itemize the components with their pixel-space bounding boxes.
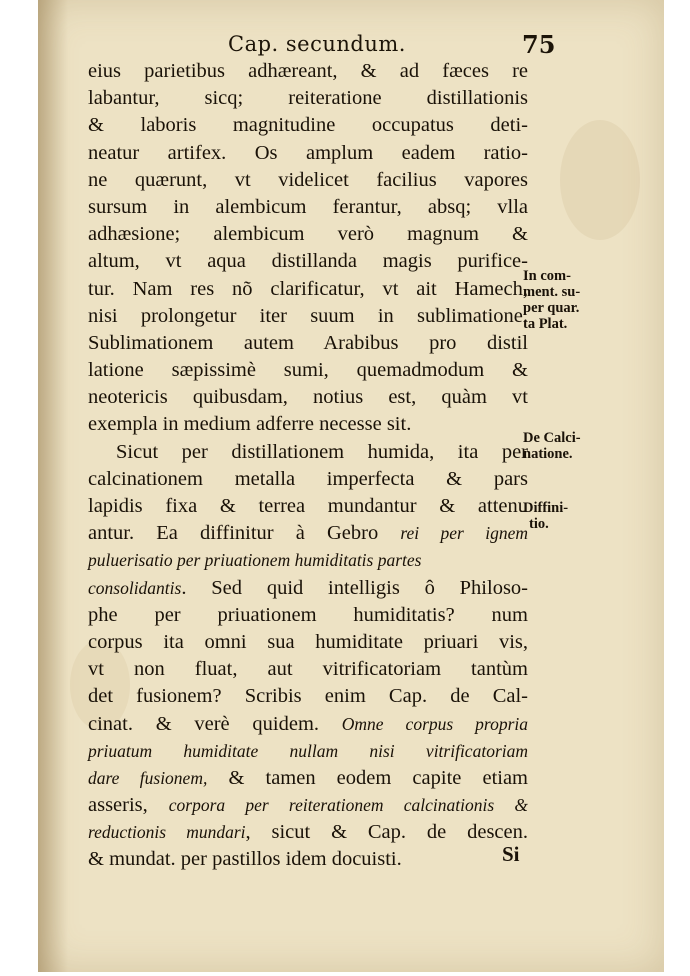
italic-quote: reductionis mundari — [88, 822, 246, 843]
text-line-mixed: consolidantis. Sed quid intelligis ô Philoso- — [88, 576, 528, 599]
text-line: adhæsione; alembicum verò magnum & — [88, 223, 528, 246]
text-line: Sublimationem autem Arabibus pro distil — [88, 331, 528, 354]
text-segment: cinat. & verè quidem. — [88, 712, 320, 735]
italic-definition: puluerisatio per priuationem humiditatis partes — [88, 550, 422, 571]
marginal-note-line: per quar. — [523, 300, 580, 316]
marginal-note-line: tio. — [529, 516, 549, 532]
text-line: & mundat. per pastillos idem docuisti. — [88, 848, 402, 871]
text-line: ne quærunt, vt videlicet facilius vapores — [88, 168, 528, 191]
text-line: phe per priuationem humiditatis? num — [88, 603, 528, 626]
text-segment: antur. Ea diffinitur à Gebro — [88, 522, 379, 545]
text-line-mixed — [88, 792, 528, 819]
text-line: neotericis quibusdam, notius est, quàm vt — [88, 386, 528, 409]
marginal-note — [523, 268, 580, 332]
text-segment: , sicut & Cap. de descen. — [245, 821, 528, 844]
text-line: calcinationem metalla imperfecta & pars — [88, 467, 528, 490]
main-text-block — [88, 58, 528, 874]
text-line-mixed — [88, 711, 528, 738]
text-line: Sicut per distillationem humida, ita per — [116, 440, 528, 463]
text-segment: Sed quid intelligis ô Philoso- — [211, 576, 528, 599]
text-segment: & tamen eodem capite etiam — [228, 766, 528, 789]
text-line-mixed — [88, 547, 528, 574]
catchword: Si — [502, 842, 520, 866]
text-line: sursum in alembicum ferantur, absq; vlla — [88, 195, 528, 218]
text-line: labantur, sicq; reiteratione distillationis — [88, 87, 528, 110]
page-number: 75 — [522, 30, 556, 59]
marginal-note — [523, 500, 568, 532]
text-line: corpus ita omni sua humiditate priuari vis, — [88, 630, 528, 653]
gutter-shadow — [38, 0, 68, 972]
text-line-mixed — [88, 738, 528, 765]
text-line: neatur artifex. Os amplum eadem ratio- — [88, 141, 528, 164]
marginal-note-line: Diffini- — [523, 500, 569, 516]
text-segment: asseris, — [88, 794, 148, 817]
text-line: & laboris magnitudine occupatus deti- — [88, 114, 528, 137]
marginal-note — [523, 430, 581, 462]
italic-quote: priuatum humiditate nullam nisi vitrificatoriam — [88, 740, 528, 761]
italic-quote: Omne corpus propria — [341, 713, 529, 734]
text-line: nisi prolongetur iter suum in sublimatione. — [88, 304, 528, 327]
italic-definition: consolidantis — [88, 577, 182, 598]
italic-quote: dare fusionem, — [88, 767, 208, 788]
paper-stain — [560, 120, 640, 240]
text-line: lapidis fixa & terrea mundantur & attenu — [88, 495, 528, 517]
text-line-mixed — [88, 819, 528, 846]
marginal-note-line: natione. — [523, 446, 573, 462]
text-line-mixed — [88, 765, 528, 792]
marginal-note-line: ment. su- — [523, 284, 581, 300]
italic-definition: rei per ignem — [400, 523, 528, 544]
text-line-mixed — [88, 520, 528, 547]
text-line: latione sæpissimè sumi, quemadmodum & — [88, 359, 528, 382]
text-line: eius parietibus adhæreant, & ad fæces re — [88, 60, 528, 82]
text-line: altum, vt aqua distillanda magis purifice- — [88, 250, 528, 273]
marginal-note-line: ta Plat. — [523, 316, 568, 332]
page-header — [0, 28, 690, 58]
running-head: Cap. secundum. — [228, 32, 406, 56]
text-line: det fusionem? Scribis enim Cap. de Cal- — [88, 685, 528, 708]
text-line: exempla in medium adferre necesse sit. — [88, 413, 412, 436]
text-line: tur. Nam res nõ clarificatur, vt ait Hamech, — [88, 277, 528, 300]
marginal-note-line: De Calci- — [523, 430, 581, 446]
marginal-note-line: In com- — [523, 268, 571, 284]
text-line: vt non fluat, aut vitrificatoriam tantùm — [88, 658, 528, 681]
italic-quote: corpora per reiterationem calcinationis & — [168, 795, 529, 816]
